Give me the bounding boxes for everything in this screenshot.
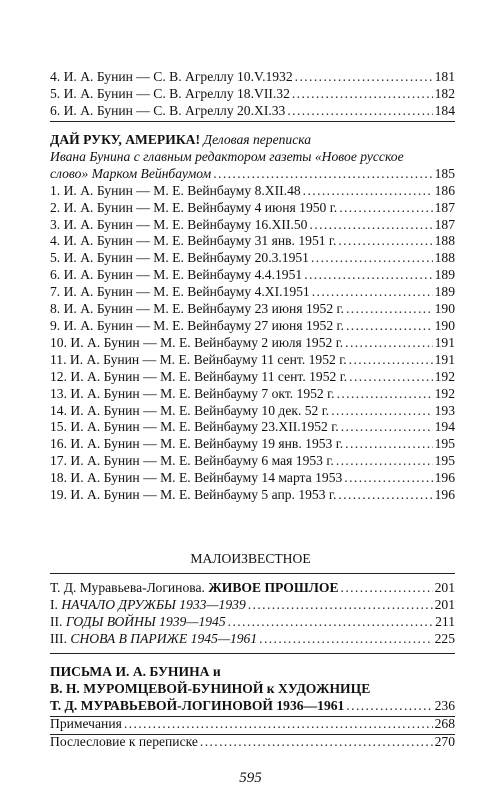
dot-leader xyxy=(341,580,433,597)
toc-entry: 7. И. А. Бунин — М. Е. Вейнбауму 4.XI.1951 ..... 189 xyxy=(50,284,455,301)
section-title-bold: ДАЙ РУКУ, АМЕРИКА! xyxy=(50,132,201,147)
dot-leader xyxy=(345,335,432,352)
page-number: 595 xyxy=(239,770,262,786)
work-title: ЖИВОЕ ПРОШЛОЕ xyxy=(208,580,339,595)
dot-leader xyxy=(341,419,433,436)
toc-entry: Послесловие к переписке ..... 270 xyxy=(50,734,455,751)
dot-leader xyxy=(346,698,432,715)
dot-leader xyxy=(124,716,433,733)
section-divider xyxy=(50,121,455,122)
toc-entry: I. НАЧАЛО ДРУЖБЫ 1933—1939 ..... 201 xyxy=(50,597,455,614)
toc-entry: 3. И. А. Бунин — М. Е. Вейнбауму 16.XII.50 ..... 187 xyxy=(50,217,455,234)
dot-leader xyxy=(295,69,433,86)
dot-leader xyxy=(259,631,432,648)
dot-leader xyxy=(311,250,433,267)
dot-leader xyxy=(309,217,432,234)
toc-entry: 5. И. А. Бунин — М. Е. Вейнбауму 20.3.1951 ..... 188 xyxy=(50,250,455,267)
dot-leader xyxy=(200,734,433,751)
section-divider xyxy=(50,573,455,574)
toc-section-agrell xyxy=(50,69,455,120)
dot-leader xyxy=(349,369,432,386)
dot-leader xyxy=(346,318,433,335)
toc-entry: 6. И. А. Бунин — С. В. Агреллу 20.XI.33 ..... 184 xyxy=(50,103,455,120)
toc-entry: 19. И. А. Бунин — М. Е. Вейнбауму 5 апр. 1953 г. ..... 196 xyxy=(50,487,455,504)
section-subtitle: Ивана Бунина с главным редактором газеты «Новое русское xyxy=(50,148,404,164)
dot-leader xyxy=(337,386,433,403)
toc-entry: 11. И. А. Бунин — М. Е. Вейнбауму 11 сент. 1952 г. ..... 191 xyxy=(50,352,455,369)
toc-entry: 16. И. А. Бунин — М. Е. Вейнбауму 19 янв. 1953 г. ..... 195 xyxy=(50,436,455,453)
dot-leader xyxy=(213,166,432,183)
dot-leader xyxy=(303,183,433,200)
toc-entry: Примечания ..... 268 xyxy=(50,716,455,733)
toc-entry: 4. И. А. Бунин — С. В. Агреллу 10.V.1932 ..... 181 xyxy=(50,69,455,86)
toc-entry: 2. И. А. Бунин — М. Е. Вейнбауму 4 июня 1950 г. ..... 187 xyxy=(50,200,455,217)
toc-entry: 18. И. А. Бунин — М. Е. Вейнбауму 14 марта 1953 ..... 196 xyxy=(50,470,455,487)
toc-entry: 13. И. А. Бунин — М. Е. Вейнбауму 7 окт. 1952 г. ..... 192 xyxy=(50,386,455,403)
toc-section-afterword xyxy=(50,734,455,751)
toc-entry: 10. И. А. Бунин — М. Е. Вейнбауму 2 июля 1952 г. ..... 191 xyxy=(50,335,455,352)
toc-entry: 5. И. А. Бунин — С. В. Агреллу 18.VII.32 ..... 182 xyxy=(50,86,455,103)
toc-entry: слово» Марком Вейнбаумом ..... 185 xyxy=(50,166,455,183)
toc-entry: 4. И. А. Бунин — М. Е. Вейнбауму 31 янв. 1951 г. ..... 188 xyxy=(50,233,455,250)
section-title xyxy=(50,132,455,149)
dot-leader xyxy=(349,352,433,369)
dot-leader xyxy=(331,403,432,420)
dot-leader xyxy=(304,267,432,284)
toc-section-weinbaum xyxy=(50,132,455,504)
section-title: В. Н. МУРОМЦЕВОЙ-БУНИНОЙ к ХУДОЖНИЦЕ xyxy=(50,680,371,696)
section-divider xyxy=(50,653,455,654)
dot-leader xyxy=(312,284,433,301)
toc-entry: 8. И. А. Бунин — М. Е. Вейнбауму 23 июня 1952 г. ..... 190 xyxy=(50,301,455,318)
section-heading: МАЛОИЗВЕСТНОЕ xyxy=(190,551,311,566)
dot-leader xyxy=(248,597,433,614)
toc-entry: Т. Д. МУРАВЬЕВОЙ-ЛОГИНОВОЙ 1936—1961 ..... 236 xyxy=(50,698,455,715)
toc-entry: 15. И. А. Бунин — М. Е. Вейнбауму 23.XII.1952 г. ..... 194 xyxy=(50,419,455,436)
dot-leader xyxy=(292,86,433,103)
dot-leader xyxy=(287,103,432,120)
dot-leader xyxy=(346,301,433,318)
toc-section-appendix xyxy=(50,716,455,733)
dot-leader xyxy=(344,470,432,487)
toc-entry: 17. И. А. Бунин — М. Е. Вейнбауму 6 мая 1953 г. ..... 195 xyxy=(50,453,455,470)
toc-entry: 6. И. А. Бунин — М. Е. Вейнбауму 4.4.1951 ..... 189 xyxy=(50,267,455,284)
dot-leader xyxy=(339,200,432,217)
toc-entry: Т. Д. Муравьева-Логинова. ЖИВОЕ ПРОШЛОЕ ..... 201 xyxy=(50,580,455,597)
toc-section-memoir xyxy=(50,580,455,648)
section-title-italic: Деловая переписка xyxy=(203,132,312,147)
dot-leader xyxy=(228,614,433,631)
dot-leader xyxy=(336,453,433,470)
author-name: Т. Д. Муравьева-Логинова. xyxy=(50,580,205,595)
toc-section-letters xyxy=(50,664,455,715)
dot-leader xyxy=(345,436,432,453)
toc-entry: 1. И. А. Бунин — М. Е. Вейнбауму 8.XII.48 ..... 186 xyxy=(50,183,455,200)
toc-entry: II. ГОДЫ ВОЙНЫ 1939—1945 ..... 211 xyxy=(50,614,455,631)
dot-leader xyxy=(338,487,432,504)
section-title: ПИСЬМА И. А. БУНИНА и xyxy=(50,664,221,679)
toc-entry: III. СНОВА В ПАРИЖЕ 1945—1961 ..... 225 xyxy=(50,631,455,648)
toc-entry: 12. И. А. Бунин — М. Е. Вейнбауму 11 сент. 1952 г. ..... 192 xyxy=(50,369,455,386)
toc-entry: 14. И. А. Бунин — М. Е. Вейнбауму 10 дек. 52 г. ..... 193 xyxy=(50,403,455,420)
toc-entry: 9. И. А. Бунин — М. Е. Вейнбауму 27 июня 1952 г. ..... 190 xyxy=(50,318,455,335)
dot-leader xyxy=(338,233,432,250)
